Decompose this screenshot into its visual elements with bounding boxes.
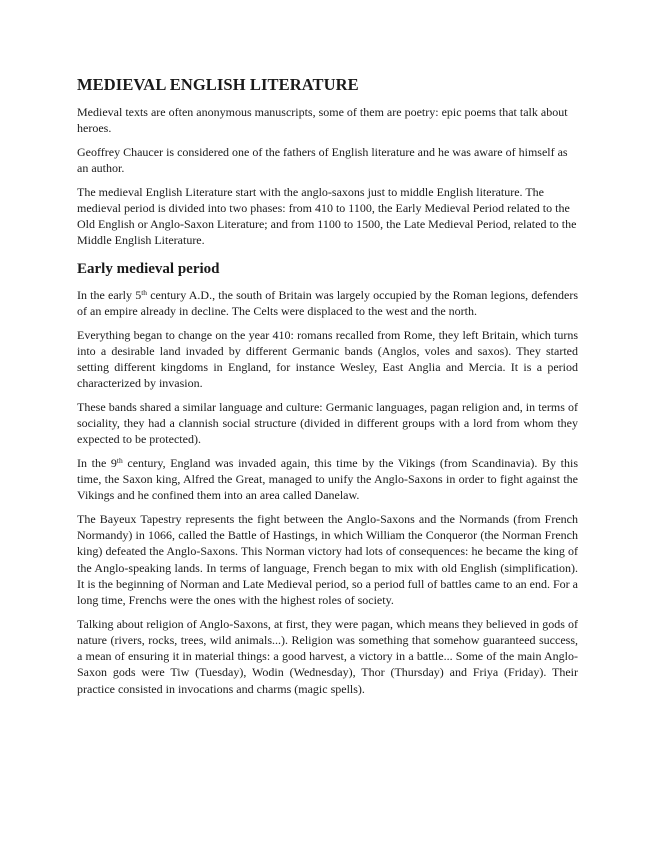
paragraph-germanic-bands: These bands shared a similar language and culture: Germanic languages, pagan religion and, in terms of sociality, they had a clannish social structure (divided in different groups with a lord from whom they expected to be protected). [77, 399, 578, 447]
intro-paragraph-3: The medieval English Literature start with the anglo-saxons just to middle English literature. The medieval period is divided into two phases: from 410 to 1100, the Early Medieval Period related to the Old English or Anglo-Saxon Literature; and from 1100 to 1500, the Late Medieval Period, related to the Middle English Literature. [77, 184, 577, 248]
ordinal-suffix: th [141, 287, 148, 297]
paragraph-bayeux-tapestry: The Bayeux Tapestry represents the fight between the Anglo-Saxons and the Normands (from French Normandy) in 1066, called the Battle of Hastings, in which William the Conqueror (the Norman French king) defeated the Anglo-Saxons. This Norman victory had lots of consequences: he became the king of the Anglo-speaking lands. In terms of language, French began to mix with old English (simplification). It is the beginning of Norman and Late Medieval period, so a period full of battles came to an end. For a long time, Frenchs were the ones with the highest roles of society. [77, 512, 578, 608]
paragraph-religion: Talking about religion of Anglo-Saxons, at first, they were pagan, which means they believed in gods of nature (rivers, rocks, trees, wild animals...). Religion was something that somehow guaranteed success, a mean of ensuring it in material things: a good harvest, a victory in a battle... Some of the main Anglo-Saxon gods were Tiw (Tuesday), Wodin (Wednesday), Thor (Thursday) and Friya (Friday). Their practice consisted in invocations and charms (magic spells). [77, 616, 578, 696]
paragraph-ninth-century [77, 455, 578, 504]
paragraph-fifth-century [77, 287, 578, 319]
section-heading: Early medieval period [77, 260, 220, 277]
intro-paragraph-1: Medieval texts are often anonymous manuscripts, some of them are poetry: epic poems that talk about heroes. [77, 105, 568, 136]
paragraph-fifth-century-start: In the early 5 [77, 287, 142, 302]
paragraph-ninth-century-start: In the 9 [77, 455, 117, 470]
paragraph-fifth-century-rest: century A.D., the south of Britain was largely occupied by the Roman legions, defenders of an empire already in decline. The Celts were displaced to the west and the north. [77, 287, 579, 318]
paragraph-year-410: Everything began to change on the year 410: romans recalled from Rome, they left Britain, which turns into a desirable land invaded by different Germanic bands (Anglos, voles and saxos). They started setting different kingdoms in England, for instance Wesley, East Anglia and Mercia. It is a period characterized by invasion. [77, 327, 578, 391]
intro-paragraph-2: Geoffrey Chaucer is considered one of the fathers of English literature and he was aware of himself as an author. [77, 144, 568, 176]
document-page [77, 74, 578, 704]
paragraph-ninth-century-rest: century, England was invaded again, this time by the Vikings (from Scandinavia). By this time, the Saxon king, Alfred the Great, managed to unify the Anglo-Saxons in order to fight against the Vikings and he confined them into an area called Danelaw. [77, 455, 578, 503]
document-title: MEDIEVAL ENGLISH LITERATURE [77, 75, 359, 94]
ordinal-suffix: th [116, 455, 123, 465]
